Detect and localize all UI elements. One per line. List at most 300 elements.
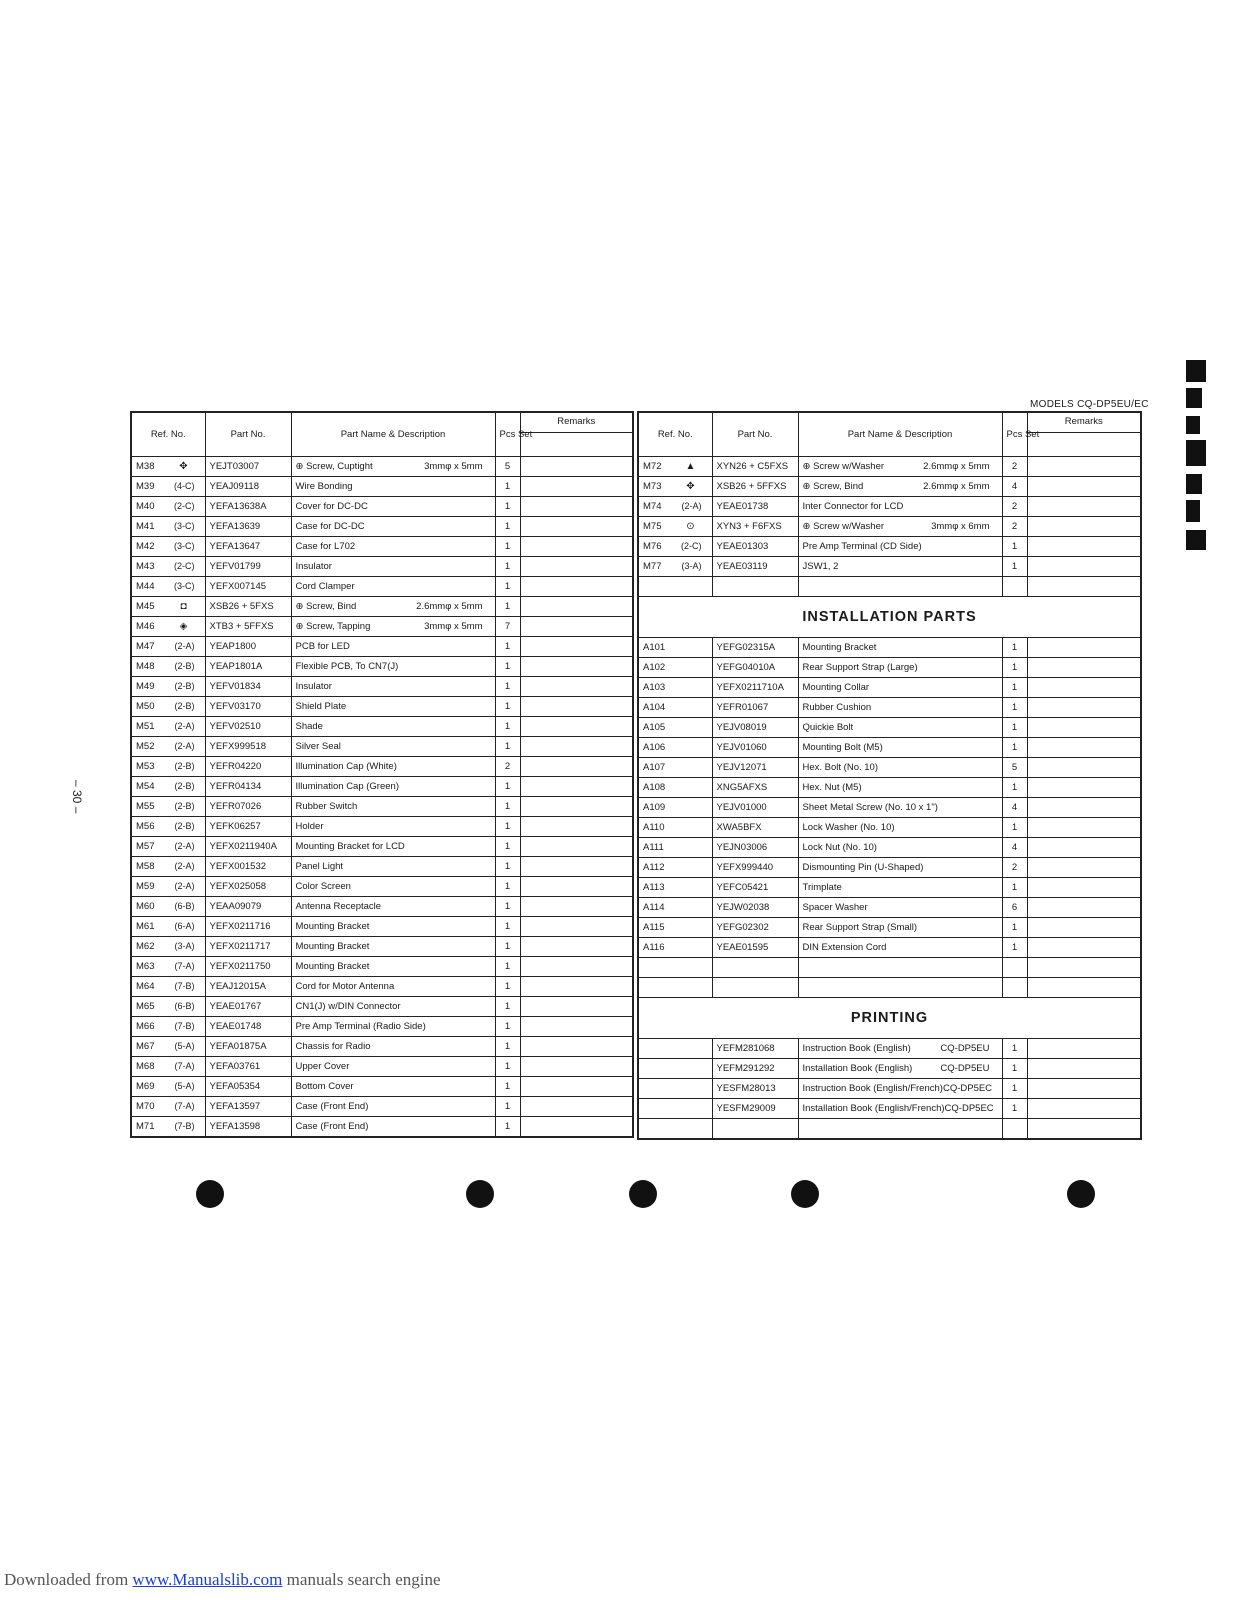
description: ⊕ Screw, Bind	[802, 481, 864, 492]
ref-cell	[638, 1059, 712, 1079]
ref-cell	[638, 758, 712, 778]
ref-cell	[638, 658, 712, 678]
ref-number: A101	[643, 642, 666, 653]
ref-number: M56	[136, 821, 155, 832]
table-row	[638, 1039, 1141, 1059]
location: (2-B)	[174, 701, 195, 711]
ref-number: M77	[643, 561, 662, 572]
remarks-cell	[1027, 938, 1141, 958]
pcs-cell: 1	[1002, 778, 1027, 798]
description-cell	[291, 1077, 495, 1097]
location: (3-C)	[174, 521, 195, 531]
ref-number: A103	[643, 682, 666, 693]
description-cell	[291, 877, 495, 897]
pcs-cell: 1	[495, 817, 520, 837]
description: Silver Seal	[295, 741, 341, 752]
pcs-cell: 1	[495, 1117, 520, 1138]
table-row	[131, 717, 633, 737]
part-number: XWA5BFX	[712, 818, 798, 838]
remarks-cell	[520, 677, 633, 697]
table-row	[131, 557, 633, 577]
description-wrap	[296, 797, 491, 816]
header-ref: Ref. No.	[131, 412, 205, 457]
ref-wrap	[643, 858, 708, 877]
ref-number: M39	[136, 481, 155, 492]
ref-number: M44	[136, 581, 155, 592]
remarks-cell	[1027, 898, 1141, 918]
description: JSW1, 2	[802, 561, 839, 572]
pcs-cell: 4	[1002, 477, 1027, 497]
part-number: YEFA05354	[205, 1077, 291, 1097]
size: 3mmφ x 5mm	[424, 621, 483, 632]
part-number: YEFG02302	[712, 918, 798, 938]
ref-number: M53	[136, 761, 155, 772]
description: Mounting Collar	[802, 682, 870, 693]
description: Cover for DC-DC	[295, 501, 368, 512]
pcs-cell: 1	[495, 1077, 520, 1097]
description: Case (Front End)	[295, 1121, 369, 1132]
ref-wrap	[136, 897, 201, 916]
description: Shade	[295, 721, 323, 732]
ref-cell	[638, 838, 712, 858]
header-desc: Part Name & Description	[291, 412, 495, 457]
ref-number: M73	[643, 481, 662, 492]
ref-cell	[131, 557, 205, 577]
ref-cell	[131, 757, 205, 777]
remarks-cell	[1027, 457, 1141, 477]
location: (7-A)	[174, 1101, 195, 1111]
footer	[4, 1570, 441, 1590]
remarks-cell	[1027, 638, 1141, 658]
table-row	[638, 557, 1141, 577]
description-cell	[291, 497, 495, 517]
description-cell	[291, 757, 495, 777]
blank-cell	[638, 978, 712, 998]
description-wrap	[803, 858, 998, 877]
ref-number: A104	[643, 702, 666, 713]
part-number: YEJT03007	[205, 457, 291, 477]
description-wrap	[296, 517, 491, 536]
description-cell	[798, 557, 1002, 577]
footer-prefix: Downloaded from	[4, 1570, 133, 1589]
description-cell	[291, 637, 495, 657]
blank-cell	[712, 1119, 798, 1140]
description: Mounting Bolt (M5)	[802, 742, 883, 753]
header-part: Part No.	[205, 412, 291, 457]
pcs-cell: 4	[1002, 838, 1027, 858]
description-cell	[798, 638, 1002, 658]
ref-cell	[131, 1117, 205, 1138]
part-number: YEAE03119	[712, 557, 798, 577]
pcs-cell: 2	[1002, 457, 1027, 477]
remarks-cell	[520, 757, 633, 777]
pcs-cell: 1	[495, 1037, 520, 1057]
table-row	[638, 938, 1141, 958]
pcs-cell: 2	[1002, 858, 1027, 878]
description: Rubber Cushion	[802, 702, 872, 713]
pcs-cell: 2	[1002, 517, 1027, 537]
table-row	[638, 1099, 1141, 1119]
size: 3mmφ x 5mm	[424, 461, 483, 472]
ref-wrap	[136, 1057, 201, 1076]
part-number: YEFC05421	[712, 878, 798, 898]
part-number: XSB26 + 5FFXS	[712, 477, 798, 497]
ref-cell	[131, 717, 205, 737]
description: ⊕ Screw, Cuptight	[295, 461, 373, 472]
part-number: YESFM28013	[712, 1079, 798, 1099]
description-wrap	[803, 658, 998, 677]
table-row	[131, 1097, 633, 1117]
ref-wrap	[136, 1037, 201, 1056]
ref-cell	[131, 877, 205, 897]
description-cell	[291, 857, 495, 877]
table-row	[131, 957, 633, 977]
blank-row	[638, 978, 1141, 998]
description-cell	[798, 1039, 1002, 1059]
location: (7-B)	[174, 981, 195, 991]
part-number: YEFX0211940A	[205, 837, 291, 857]
remarks-cell	[520, 1037, 633, 1057]
description-wrap	[296, 537, 491, 556]
ref-cell	[131, 917, 205, 937]
table-row	[131, 657, 633, 677]
description: Lock Nut (No. 10)	[802, 842, 877, 853]
ref-cell	[638, 537, 712, 557]
table-header	[131, 412, 633, 457]
pcs-cell: 1	[1002, 938, 1027, 958]
location: (7-A)	[174, 1061, 195, 1071]
ref-cell	[131, 677, 205, 697]
description: Mounting Bracket	[802, 642, 877, 653]
description-cell	[798, 798, 1002, 818]
part-number: YEFX0211717	[205, 937, 291, 957]
table-row	[638, 858, 1141, 878]
description-cell	[798, 537, 1002, 557]
table-row	[131, 937, 633, 957]
part-number: YEFM281068	[712, 1039, 798, 1059]
table-row	[638, 718, 1141, 738]
description-wrap	[296, 457, 491, 476]
ref-wrap	[136, 917, 201, 936]
ref-number: M46	[136, 621, 155, 632]
blank-cell	[638, 577, 712, 597]
remarks-cell	[1027, 818, 1141, 838]
table-row	[638, 818, 1141, 838]
remarks-cell	[520, 937, 633, 957]
description: Hex. Bolt (No. 10)	[802, 762, 878, 773]
ref-wrap	[643, 758, 708, 777]
ref-number: M52	[136, 741, 155, 752]
table-row	[638, 698, 1141, 718]
description-wrap	[296, 1017, 491, 1036]
ref-cell	[131, 637, 205, 657]
ref-wrap	[136, 557, 201, 576]
header-pcs: Pcs Set	[1002, 412, 1027, 457]
description: ⊕ Screw w/Washer	[802, 521, 885, 532]
location: (3-A)	[681, 561, 702, 571]
description-cell	[798, 477, 1002, 497]
remarks-cell	[1027, 517, 1141, 537]
ref-cell	[131, 617, 205, 637]
description-cell	[291, 597, 495, 617]
blank-cell	[798, 1119, 1002, 1140]
description: Sheet Metal Screw (No. 10 x 1")	[802, 802, 938, 813]
description-cell	[798, 517, 1002, 537]
table-row	[638, 658, 1141, 678]
blank-cell	[1002, 577, 1027, 597]
description-wrap	[296, 677, 491, 696]
description-cell	[291, 937, 495, 957]
binder-hole	[791, 1180, 819, 1208]
ref-wrap	[136, 877, 201, 896]
ref-wrap	[643, 778, 708, 797]
ref-number: M65	[136, 1001, 155, 1012]
remarks-cell	[520, 817, 633, 837]
description-wrap	[296, 917, 491, 936]
remarks-cell	[520, 1017, 633, 1037]
header-ref: Ref. No.	[638, 412, 712, 457]
ref-wrap	[643, 878, 708, 897]
description-wrap	[803, 457, 998, 476]
description-wrap	[803, 1039, 998, 1058]
description: Antenna Receptacle	[295, 901, 382, 912]
remarks-cell	[1027, 678, 1141, 698]
ref-cell	[131, 857, 205, 877]
part-number: YEJV08019	[712, 718, 798, 738]
description-cell	[798, 758, 1002, 778]
part-number: YEFX0211716	[205, 917, 291, 937]
ref-wrap	[136, 817, 201, 836]
ref-wrap	[136, 537, 201, 556]
pcs-cell: 1	[495, 937, 520, 957]
table-row	[131, 637, 633, 657]
description-cell	[291, 917, 495, 937]
ref-wrap	[136, 957, 201, 976]
remarks-cell	[520, 837, 633, 857]
description-cell	[291, 657, 495, 677]
pcs-cell: 1	[495, 957, 520, 977]
ref-wrap	[136, 837, 201, 856]
remarks-cell	[1027, 1099, 1141, 1119]
part-number: YEFV01834	[205, 677, 291, 697]
ref-cell	[638, 1099, 712, 1119]
part-number: YEAA09079	[205, 897, 291, 917]
page-number: – 30 –	[70, 780, 84, 814]
location: (2-B)	[174, 821, 195, 831]
location: (2-A)	[174, 641, 195, 651]
pcs-cell: 5	[495, 457, 520, 477]
section-row	[638, 597, 1141, 638]
ref-number: M58	[136, 861, 155, 872]
description-cell	[798, 738, 1002, 758]
part-number: YEFA13597	[205, 1097, 291, 1117]
description: Installation Book (English)	[802, 1063, 913, 1074]
table-row	[131, 477, 633, 497]
description-cell	[798, 1079, 1002, 1099]
table-row	[131, 1017, 633, 1037]
description-cell	[798, 497, 1002, 517]
description-wrap	[296, 777, 491, 796]
ref-wrap	[643, 898, 708, 917]
description-cell	[798, 938, 1002, 958]
ref-cell	[131, 797, 205, 817]
ref-cell	[638, 698, 712, 718]
part-number: YEFA13639	[205, 517, 291, 537]
part-number: XYN26 + C5FXS	[712, 457, 798, 477]
description-wrap	[803, 898, 998, 917]
description: Panel Light	[295, 861, 344, 872]
ref-cell	[638, 638, 712, 658]
ref-number: M68	[136, 1061, 155, 1072]
ref-wrap	[643, 838, 708, 857]
table-header	[638, 412, 1141, 457]
part-number: YEAP1800	[205, 637, 291, 657]
ref-cell	[131, 497, 205, 517]
pcs-cell: 1	[1002, 918, 1027, 938]
description: Holder	[295, 821, 324, 832]
section-title: INSTALLATION PARTS	[638, 597, 1141, 638]
binder-hole	[1067, 1180, 1095, 1208]
ref-number: M69	[136, 1081, 155, 1092]
ref-number: M66	[136, 1021, 155, 1032]
ref-wrap	[643, 738, 708, 757]
description-wrap	[803, 818, 998, 837]
description-cell	[291, 997, 495, 1017]
description-cell	[291, 837, 495, 857]
location: (6-A)	[174, 921, 195, 931]
description-cell	[291, 517, 495, 537]
pcs-cell: 1	[495, 717, 520, 737]
pcs-cell: 1	[495, 917, 520, 937]
pcs-cell: 1	[495, 637, 520, 657]
description-cell	[291, 617, 495, 637]
pcs-cell: 1	[1002, 878, 1027, 898]
ref-wrap	[136, 457, 201, 476]
pcs-cell: 1	[495, 1097, 520, 1117]
description: Bottom Cover	[295, 1081, 354, 1092]
part-number: YEFV01799	[205, 557, 291, 577]
location: (6-B)	[174, 1001, 195, 1011]
ref-number: M71	[136, 1121, 155, 1132]
ref-number: A114	[643, 902, 665, 913]
pcs-cell: 1	[495, 797, 520, 817]
part-number: YEFV03170	[205, 697, 291, 717]
description-cell	[291, 477, 495, 497]
pcs-cell: 1	[495, 497, 520, 517]
remarks-cell	[520, 897, 633, 917]
model: CQ-DP5EU	[940, 1063, 990, 1074]
ref-wrap	[136, 977, 201, 996]
footer-suffix: manuals search engine	[282, 1570, 441, 1589]
part-number: YEFR01067	[712, 698, 798, 718]
ref-cell	[638, 718, 712, 738]
description-wrap	[803, 698, 998, 717]
ref-number: A106	[643, 742, 666, 753]
remarks-cell	[1027, 798, 1141, 818]
description: Inter Connector for LCD	[802, 501, 904, 512]
ref-number: M59	[136, 881, 155, 892]
description-wrap	[296, 617, 491, 636]
part-number: YEAP1801A	[205, 657, 291, 677]
size: 3mmφ x 6mm	[931, 521, 990, 532]
description-wrap	[296, 497, 491, 516]
description-wrap	[296, 1077, 491, 1096]
part-number: YEFX999518	[205, 737, 291, 757]
location: (2-B)	[174, 781, 195, 791]
description-wrap	[296, 697, 491, 716]
ref-number: M38	[136, 461, 155, 472]
ref-number: M41	[136, 521, 155, 532]
remarks-cell	[520, 597, 633, 617]
ref-wrap	[643, 517, 708, 536]
description: Mounting Bracket	[295, 961, 370, 972]
description-wrap	[803, 517, 998, 536]
ref-wrap	[136, 737, 201, 756]
table-row	[131, 457, 633, 477]
ref-cell	[638, 878, 712, 898]
ref-cell	[131, 597, 205, 617]
ref-cell	[638, 798, 712, 818]
table-row	[131, 897, 633, 917]
table-row	[638, 517, 1141, 537]
remarks-cell	[520, 777, 633, 797]
pcs-cell: 1	[1002, 1059, 1027, 1079]
ref-number: M57	[136, 841, 155, 852]
description: Illumination Cap (White)	[295, 761, 397, 772]
ref-number: M55	[136, 801, 155, 812]
description: ⊕ Screw, Bind	[295, 601, 357, 612]
ref-wrap	[643, 557, 708, 576]
description-cell	[798, 457, 1002, 477]
description-wrap	[296, 837, 491, 856]
table-row	[638, 798, 1141, 818]
description-wrap	[803, 738, 998, 757]
description-cell	[798, 778, 1002, 798]
symbol-icon: ✥	[179, 461, 188, 472]
description: Shield Plate	[295, 701, 347, 712]
symbol-icon: ⊙	[686, 521, 695, 532]
table-row	[638, 497, 1141, 517]
description-cell	[291, 1097, 495, 1117]
pcs-cell: 4	[1002, 798, 1027, 818]
right-table-body	[638, 457, 1141, 1140]
description-wrap	[803, 678, 998, 697]
ref-number: A111	[643, 842, 664, 853]
pcs-cell: 1	[1002, 658, 1027, 678]
ref-wrap	[136, 617, 201, 636]
table-row	[131, 677, 633, 697]
pcs-cell: 1	[1002, 678, 1027, 698]
description: Upper Cover	[295, 1061, 350, 1072]
ref-number: M72	[643, 461, 662, 472]
table-row	[131, 797, 633, 817]
footer-link[interactable]: www.Manualslib.com	[132, 1570, 283, 1589]
ref-wrap	[136, 517, 201, 536]
remarks-cell	[520, 797, 633, 817]
table-row	[638, 678, 1141, 698]
model: CQ-DP5EC	[944, 1103, 994, 1114]
header-desc: Part Name & Description	[798, 412, 1002, 457]
part-number: YEFK06257	[205, 817, 291, 837]
remarks-cell	[1027, 878, 1141, 898]
remarks-cell	[1027, 537, 1141, 557]
ref-number: A107	[643, 762, 666, 773]
ref-cell	[131, 1057, 205, 1077]
ref-cell	[131, 517, 205, 537]
description-wrap	[296, 1037, 491, 1056]
location: (2-A)	[174, 861, 195, 871]
pcs-cell: 1	[495, 857, 520, 877]
